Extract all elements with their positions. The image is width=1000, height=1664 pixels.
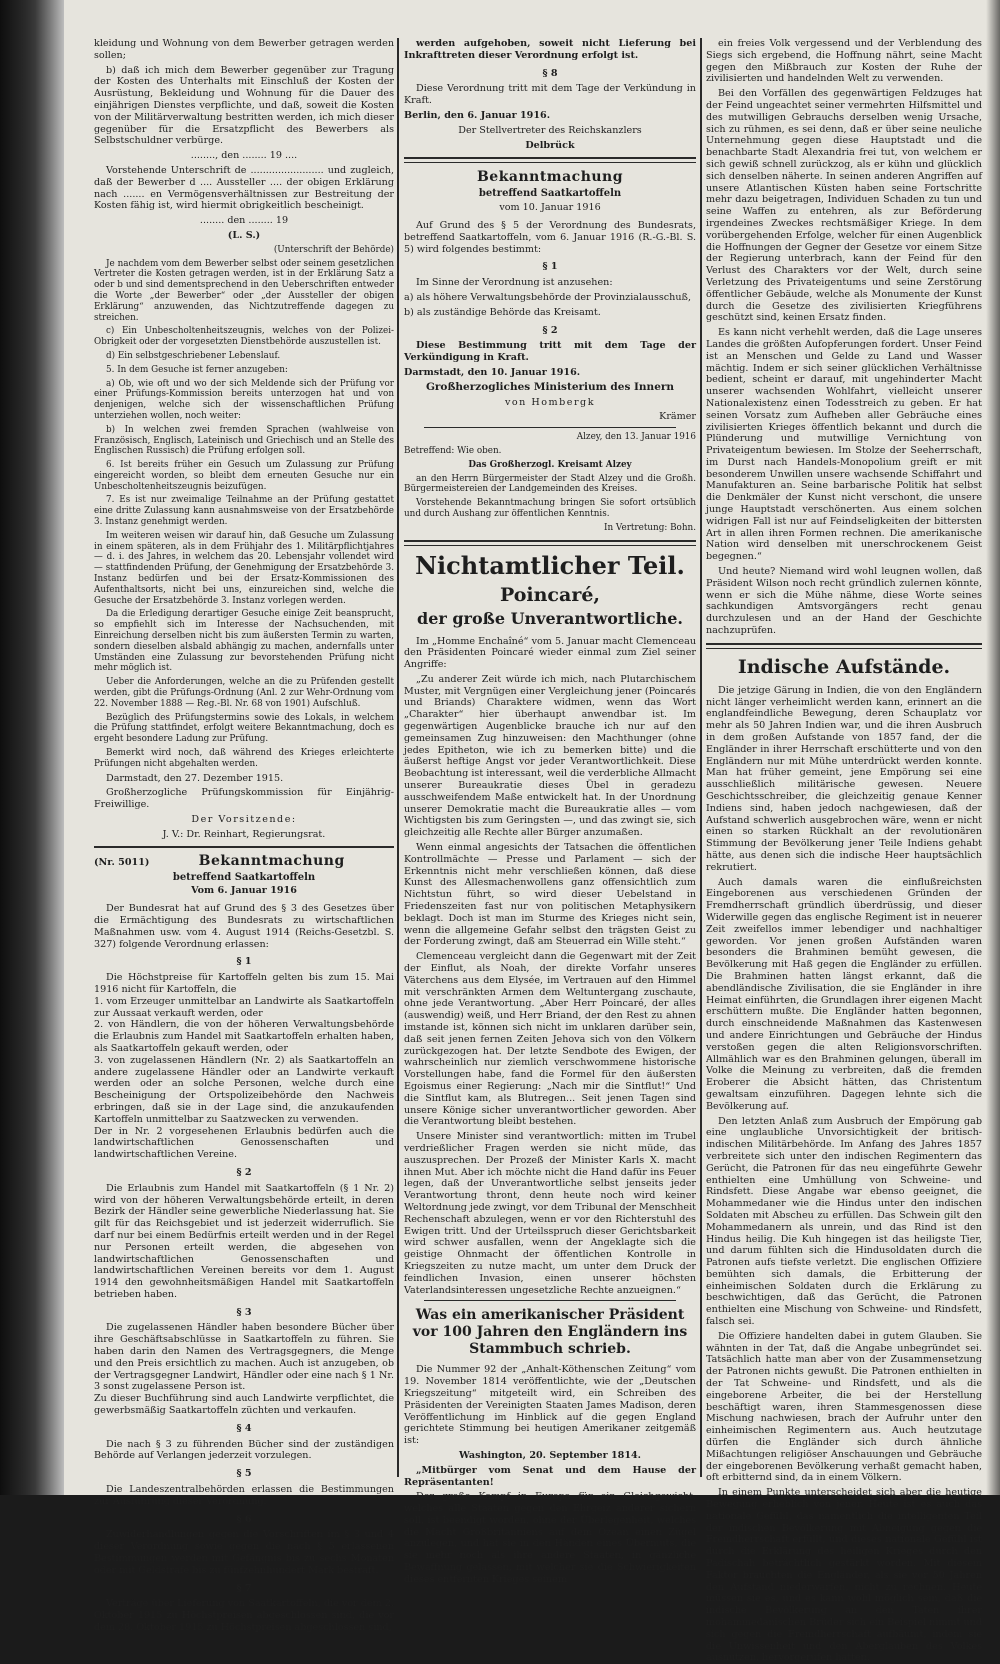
article-indische-aufstaende xyxy=(706,655,982,1664)
section-head: § 1 xyxy=(542,261,558,273)
section-text: Diese Verordnung tritt mit dem Tage der Verkündung in Kraft. xyxy=(404,83,696,107)
text-line: Vorstehende Unterschrift de ........................ und zugleich, daß der Bewerber d .... Aussteller .... der obigen Erklärung nach ....... en Vermögensverhältnissen zur Bestreitung der Kosten fähig ist, wird hiermit obrigkeitlich bescheinigt. xyxy=(94,164,394,212)
article-paragraph: Die Offiziere handelten dabei in gutem Glauben. Sie wähnten in der Tat, daß die Angabe unbegründet sei. Tatsächlich hatte man aber von der Zusammensetzung der Patronen nichts gewußt. Die Patronen enthielten in der Tat Schweine- und Rindsfett, und als die eingeborene Arbeiter, die bei der Herstellung beschäftigt waren, ihren Stammesgenossen diese Mischung nachwiesen, brach der Aufruhr unter den einheimischen Regimentern aus. Auch heutzutage dürfen die Engländer sich durch ähnliche Mißachtungen religiöser Anschauungen und Gebräuche der eingeborenen Bevölkerung verhaßt gemacht haben, oft erbitternd sind, da in einem Völkern. xyxy=(706,1330,982,1484)
note-paragraph: Bemerkt wird noch, daß während des Krieges erleichterte Prüfungen nicht abgehalten werden. xyxy=(94,748,394,769)
article-paragraph: Auch damals waren die einflußreichsten Eingeborenen aus verschiedenen Gründen der Fremdherrschaft gründlich überdrüssig, und dieser Widerwille gegen das englische Regiment ist in neuerer Zeit zweifellos immer lebendiger und nachhaltiger geworden. Vor jenen großen Aufständen waren besonders die Brahminen bemüht gewesen, die Bevölkerung mit Haß gegen die Engländer zu erfüllen. Die Brahminen hatten längst erkannt, daß die abendländische Zivilisation, die sie Engländer in ihre Heimat einführten, die Grundlagen ihrer eigenen Macht erschüttern mußte. Die Engländer hatten begonnen, durch einschneidende Maßnahmen das Kastenwesen und andere Einrichtungen und Gebräuche der Hindus verstoßen gegen die alten Religionsvorschriften. Allmählich war es den Brahminen gelungen, überall im Volke die Meinung zu verbreiten, daß die fremden Eroberer die Absicht hätten, das Christentum gewaltsam einzuführen. Dagegen lehnte sich die Bevölkerung auf. xyxy=(706,876,982,1112)
section-head: § 3 xyxy=(236,1306,252,1318)
ministry-name: Großherzogliches Ministerium des Innern xyxy=(425,380,675,393)
section-head: § 2 xyxy=(542,324,558,336)
article-title: Indische Aufstände. xyxy=(737,655,951,678)
section-divider xyxy=(404,157,696,163)
section-head: § 1 xyxy=(236,956,252,968)
article-paragraph: Die jetzige Gärung in Indien, die von den Engländern nicht länger verheimlicht werden kann, erinnert an die englandfeindliche Bewegung, deren Schauplatz vor mehr als 50 Jahren Indien war, und die ihren Ausbruch in dem großen Aufstande von 1857 fand, der die Engländer in ihrer Herrschaft erschütterte und von den Engländern nur mit Mühe unterdrückt werden konnte. Man hat früher gemeint, jene Empörung sei eine ausschließlich militärische gewesen. Neuere Geschichtsschreiber, die gleichzeitig genaue Kenner Indiens sind, haben jedoch nachgewiesen, daß der Aufstand schwerlich ausgebrochen wäre, wenn er nicht einen so starken Rückhalt an der revolutionären Stimmung der Bevölkerung jener Teile Indiens gehabt hätte, aus denen sich die indische Heer hauptsächlich rekrutiert. xyxy=(706,684,982,873)
seal-mark: (L. S.) xyxy=(227,229,261,241)
place-date: Berlin, den 6. Januar 1916. xyxy=(404,109,551,121)
note-paragraph: Im weiteren weisen wir darauf hin, daß Gesuche um Zulassung in einem späteren, als in dem Frühjahr des 1. Militärpflichtjahres — d. i. des Jahres, in welchem das 20. Lebensjahr vollendet wird — stattfindenden Prüfung, der Genehmigung der Ersatzbehörde 3. Instanz bedürfen und bei der Ersatz-Kommissionen des Aufenthaltsorts, nicht bei uns, einzureichen sind, welche die Gesuche der Ersatzbehörde 3. Instanz vorlegen werden. xyxy=(94,530,394,606)
section-head: § 7 xyxy=(236,1582,252,1594)
text-line: b) daß ich mich dem Bewerber gegenüber zur Tragung der Kosten des Unterhalts mit Einschluß der Kosten der Ausrüstung, Bekleidung und Wohnung für die Dauer des einjährigen Dienstes verpflichte, und daß, soweit die Kosten von der Militärverwaltung bestritten werden, ich mich dieser gegenüber für die Ersatzpflicht des Bewerbers als Selbstschuldner verbürge. xyxy=(94,64,394,147)
article-paragraph: Den letzten Anlaß zum Ausbruch der Empörung gab eine unglaubliche Unvorsichtigkeit der britisch-indischen Militärbehörde. Im Anfang des Jahres 1857 verbreitete sich unter den indischen Regimentern das Gerücht, die Patronen für das neu eingeführte Gewehr enthielten eine Umhüllung von Schweine- und Rindsfett. Diese Angabe war ebenso geeignet, die Mohammedaner wie die Hindus unter den indischen Soldaten mit Abscheu zu erfüllen. Das Schwein gilt den Mohammedanern als unrein, und das Rind ist den Hindus heilig. Die Kuh hingegen ist das heiligste Tier, und darum fühlten sich die Hindusoldaten durch die Patronen aufs tiefste verletzt. Die englischen Offiziere bemühten sich damals, die Erbitterung der einheimischen Soldaten durch die Erklärung zu beschwichtigen, daß das Gerücht, die Patronen enthielten eine Mischung von Schweine- und Rindsfett, falsch sei. xyxy=(706,1115,982,1328)
section-text: Verträge über Lieferung von Saatkartoffeln, die vor dem 2. Oktober 1915 zu Höchstpreisen abgeschlossen sind, die vor dem 28. Oktober 1915 zu Höchstpreisen abgeschlossen sind, xyxy=(94,1598,394,1634)
section-text: Diese Bestimmung tritt mit dem Tage der Verkündigung in Kraft. xyxy=(404,340,696,364)
article-title: Poincaré, xyxy=(499,583,601,606)
section-head: § 2 xyxy=(236,1166,252,1178)
note-paragraph: 7. Es ist nur zweimalige Teilnahme an der Prüfung gestattet eine dritte Zulassung kann ausnahmsweise von der Ersatzbehörde 3. Instanz genehmigt werden. xyxy=(94,495,394,528)
section-head: § 8 xyxy=(542,67,558,79)
note-paragraph: a) Ob, wie oft und wo der sich Meldende sich der Prüfung vor einer Prüfungs-Kommission bereits unterzogen hat und von denjenigen, welche sich der wissenschaftlichen Prüfung unterziehen wollen, noch weiter: xyxy=(94,378,394,421)
notice-to: an den Herrn Bürgermeister der Stadt Alzey und die Großh. Bürgermeistereien der Landgemeinden des Kreises. xyxy=(404,473,696,495)
article-paragraph: In einem Punkte unterscheidet sich aber die heutige Bewegung erheblich von jener. Heute ist es auch das nationale Gefühl, das namentlich die intelligenten Teil der indischen Bevölkerung mit Abneigung gegen die Fremdherrschaft erfüllt, und dieses nationale Gefühl ist durch die Erklärung des heiligen Krieges durch den Padischah beträchtlich gestärkt worden. Mit diesem Faktor brauchten die Engländer, als sie vor 50 Jahren den Aufstand niederwarfen, nicht zu rechnen. Heute müssen sie es, und es kann wohl möglich sein, daß die indische Bevölkerung an den Taten ihrer mohammedanischen Brüder sich ein Beispiel nimmt und sich gegen die Fremdherrschaft aufbäumt, indem sie die Unwissenheit und den Aberglauben des Volkes ausnutzen, hervorgerufen hatten. xyxy=(706,1487,982,1664)
announcement-saatkartoffeln-hessen xyxy=(404,169,696,423)
notice-from: Das Großherzogl. Kreisamt Alzey xyxy=(468,459,632,470)
signature-date: Darmstadt, den 27. Dezember 1915. xyxy=(106,772,284,784)
article-paragraph: Wenn einmal angesichts der Tatsachen die öffentlichen Kontrollmächte — Presse und Parlament — sich der Erkenntnis nicht mehr verschließen können, daß diese Kunst des Allesmachenwollens ganz offensichtlich zum Nichtstun führt, so wird dieser Uebelstand in Friedenszeiten fast nur von politischen Metaphysikern beklagt. Doch ist man im Sturme des Krieges nicht sein, wenn die allgemeine Gefahr selbst den trägsten Geist zu der Forderung zwingt, daß am Steuerrad ein Wille steht.“ xyxy=(404,842,696,948)
note-paragraph: Ueber die Anforderungen, welche an die zu Prüfenden gestellt werden, gibt die Prüfungs-Ordnung (Anl. 2 zur Wehr-Ordnung vom 22. November 1888 — Reg.-Bl. Nr. 68 von 1901) Aufschluß. xyxy=(94,677,394,709)
kreisamt-notice xyxy=(404,432,696,533)
column-1 xyxy=(94,38,394,1634)
clerk-name: Krämer xyxy=(659,411,696,423)
note-paragraph: d) Ein selbstgeschriebener Lebenslauf. xyxy=(106,350,281,361)
article-paragraph: Im „Homme Enchaîné“ vom 5. Januar macht Clemenceau den Präsidenten Poincaré wieder einmal zum Ziel seiner Angriffe: xyxy=(404,635,696,671)
article-madison xyxy=(404,1307,696,1585)
section-text: Zuwiderhandlungen gegen die Vorschriften im § 3 und 4 dieser Verordnung sowie gegen die nach § 5 erlassenen Bestimmungen werden mit Gefängnis bis zu sechs Monaten oder mit Geldstrafe bis zu fünfzehnhundert Mark bestraft. xyxy=(94,1529,394,1576)
notice-text: Vorstehende Bekanntmachung bringen Sie sofort ortsüblich und durch Aushang zur öffentlichen Kenntnis. xyxy=(404,498,696,519)
column-2 xyxy=(404,38,696,1585)
text-line: ........, den ........ 19 .... xyxy=(190,150,298,162)
section-divider xyxy=(424,1300,676,1301)
minister-name: von Hombergk xyxy=(504,396,596,408)
article-paragraph: „Mitbürger vom Senat und dem Hause der Repräsentanten! xyxy=(404,1464,696,1488)
section-item: a) als höhere Verwaltungsbehörde der Provinzialausschuß, xyxy=(404,291,691,303)
text-line: ........ den ........ 19 xyxy=(199,215,289,227)
text-line: kleidung und Wohnung von dem Bewerber getragen werden sollen; xyxy=(94,38,394,61)
signature-chair-label: Der Vorsitzende: xyxy=(191,814,297,825)
announcement-date: vom 10. Januar 1916 xyxy=(499,202,601,214)
article-poincare xyxy=(404,584,696,1297)
column-3 xyxy=(706,38,982,1664)
article-paragraph: Unsere Minister sind verantwortlich: mitten im Trubel verdrießlicher Fragen werden sie nicht müde, das auszusprechen. Der Prozeß der Minister Karls X. macht ihnen Mut. Aber ich möchte nicht die Hand dafür ins Feuer legen, daß der Unverantwortliche selbst jenseits jeder Verantwortung thront, denn heute noch wird keiner Weltordnung jede zwingt, vor dem Tribunal der Menschheit Rechenschaft abzulegen, wenn er vor den Richterstuhl des Ewigen tritt. Und der Urteilsspruch dieser Gerichtsbarkeit wird schwer ausfallen, wenn der Angeklagte sich die geistige Ohnmacht der öffentlichen Kontrolle in Kriegszeiten zu nutze macht, um unter dem Druck der feindlichen Invasion, einen unserer höchsten Vaterlandsinteressen ungesetzliche Rechte anzueignen.“ xyxy=(404,1131,696,1296)
article-paragraph: Clemenceau vergleicht dann die Gegenwart mit der Zeit der Einflut, als Noah, der direkte Vorfahr unseres Väterchens aus dem Elysée, im Vertrauen auf den Himmel mit verschränkten Armen dem Weltuntergang zuschaute, ohne jede Verantwortung. „Aber Herr Poincaré, der alles (auswendig) weiß, und Herr Briand, der den Rest zu ahnen imstande ist, können sich nicht im unklaren darüber sein, daß seit jenen fernen Zeiten Jehova sich von den Völkern zurückgezogen hat. Der letzte Sendbote des Ewigen, der wahrscheinlich nur ziemlich verschwommene historische Vorstellungen habe, fand die Formel für den äußersten Egoismus einer Regierung: „Nach mir die Sintflut!“ Und die Sintflut kam, als Blutregen... Seit jenen Tagen sind unsere Könige sicher unverantwortlicher geworden. Aber die Verantwortung bleibt bestehen. xyxy=(404,951,696,1128)
signature-body: Großherzogliche Prüfungskommission für Einjährig-Freiwillige. xyxy=(94,787,394,811)
notice-subject: Betreffend: Wie oben. xyxy=(404,445,502,456)
announcement-saatkartoffeln-reich xyxy=(94,853,394,1634)
signature-title: Der Stellvertreter des Reichskanzlers xyxy=(458,124,642,136)
note-paragraph: 6. Ist bereits früher ein Gesuch um Zulassung zur Prüfung eingereicht worden, so bleibt dem erneuten Gesuche nur ein Unbescholtenheitszeugnis beizufügen. xyxy=(94,460,394,492)
note-paragraph: b) In welchen zwei fremden Sprachen (wahlweise von Französisch, Englisch, Lateinisch und Griechisch und an Stelle des Englischen Russisch) die Prüfung erfolgen soll. xyxy=(94,424,394,457)
note-paragraph: Bezüglich des Prüfungstermins sowie des Lokals, in welchem die Prüfung stattfindet, erfolgt weitere Bekanntmachung, doch es ergeht besondere Ladung zur Prüfung. xyxy=(94,712,394,745)
announcement-title: Bekanntmachung xyxy=(476,169,624,186)
announcement-date: Vom 6. Januar 1916 xyxy=(191,885,297,897)
article-paragraph: ein freies Volk vergessend und der Verblendung des Siegs sich ergebend, die Hoffnung nährt, seine Macht gegen den Mißbrauch zur Kosten der Ruhe der zivilisierten und handelnden Welt zu verwenden. xyxy=(706,38,982,85)
announcement-number: (Nr. 5011) xyxy=(94,856,150,868)
signature-chair: J. V.: Dr. Reinhart, Regierungsrat. xyxy=(162,828,326,840)
announcement-subject: betreffend Saatkartoffeln xyxy=(172,871,316,883)
text-line: werden aufgehoben, soweit nicht Lieferung bei Inkrafttreten dieser Verordnung erfolgt ist. xyxy=(404,38,696,61)
announcement-intro: Der Bundesrat hat auf Grund des § 3 des Gesetzes über die Ermächtigung des Bundesrats zu wirtschaftlichen Maßnahmen usw. vom 4. August 1914 (Reichs-Gesetzbl. S. 327) folgende Verordnung erlassen: xyxy=(94,903,394,950)
article-paragraph: „Zu anderer Zeit würde ich mich, nach Plutarchischem Muster, mit Vergnügen einer Vergleichung jener (Poincarés und Briands) Charaktere widmen, wenn das Wort „Charakter“ hier überhaupt anwendbar ist. Im gegenwärtigen Augenblicke brauche ich nur auf den gemeinsamen Zug hinzuweisen: den Machthunger (ohne jedes Epitheton, wie ich zu bemerken bitte) und die äußerst heftige Angst vor jeder Verantwortlichkeit. Diese Beobachtung ist interessant, weil die verderbliche Allmacht unserer Bureaukratie dieses Übel in geradezu ausschweifendem Maße entwickelt hat. In der Unordnung unserer Demokratie macht die Bureaukratie alles — vom Wichtigsten bis zum Geringsten —, und das zwingt sie, sich gleichzeitig alle Rechte aller Bürger anzumaßen. xyxy=(404,673,696,839)
note-paragraph: c) Ein Unbescholtenheitszeugnis, welches von der Polizei-Obrigkeit oder der vorgesetzten Dienstbehörde auszustellen ist. xyxy=(94,326,394,348)
section-divider xyxy=(404,540,696,546)
article-title: Was ein amerikanischer Präsident vor 100 Jahren den Engländern ins Stammbuch schrieb. xyxy=(412,1307,688,1358)
column-rule-2 xyxy=(700,38,702,1477)
note-paragraph: Je nachdem vom dem Bewerber selbst oder seinem gesetzlichen Vertreter die Kosten getragen werden, ist in der Erklärung Satz a oder b und sind dementsprechend in den Ueberschriften entweder die Worte „der Bewerber“ oder „der Aussteller der obigen Erklärung“ anzuwenden, das Nichtzutreffende dagegen zu streichen. xyxy=(94,258,394,323)
section-head: § 4 xyxy=(236,1422,252,1434)
section-head: § 6 xyxy=(236,1513,252,1525)
notice-date: Alzey, den 13. Januar 1916 xyxy=(576,432,696,443)
section-text: Die nach § 3 zu führenden Bücher sind der zuständigen Behörde auf Verlangen jederzeit vorzulegen. xyxy=(94,1438,394,1462)
column-rule-1 xyxy=(397,38,399,1477)
article-paragraph: Und heute? Niemand wird wohl leugnen wollen, daß Präsident Wilson noch recht gründlich zulernen könnte, wenn er sich die Mühe nähme, diese Worte seines sachkundigen Amtsvorgängers recht genau durchzulesen und an der Hand der Geschichte nachzuprüfen. xyxy=(706,566,982,637)
article-dateline: Washington, 20. September 1814. xyxy=(458,1449,642,1461)
section-divider xyxy=(424,427,676,428)
section-text: Die zugelassenen Händler haben besondere Bücher über ihre Geschäftsabschlüsse in Saatkartoffeln zu führen. Sie haben darin den Namen des Vertragsgegners, die Menge und den Preis ersichtlich zu machen. Auch ist anzugeben, ob der Vertragsgegner Landwirt, Händler oder eine nach § 1 Nr. 3 sonst zugelassene Person ist. Zu dieser Buchführung sind auch Landwirte verpflichtet, die gewerbsmäßig Saatkartoffeln züchten und verkaufen. xyxy=(94,1322,394,1417)
section-item: b) als zuständige Behörde das Kreisamt. xyxy=(404,306,601,318)
text-line: (Unterschrift der Behörde) xyxy=(273,244,394,255)
section-text: Im Sinne der Verordnung ist anzusehen: xyxy=(416,277,613,289)
book-binding-edge xyxy=(0,0,64,1495)
section-divider xyxy=(706,643,982,649)
signature-name: Delbrück xyxy=(525,139,575,151)
announcement-subject: betreffend Saatkartoffeln xyxy=(478,188,622,200)
newspaper-page xyxy=(64,0,1000,1664)
place-date: Darmstadt, den 10. Januar 1916. xyxy=(404,366,581,378)
note-paragraph: 5. In dem Gesuche ist ferner anzugeben: xyxy=(106,364,288,375)
section-head: § 5 xyxy=(236,1468,252,1480)
announcement-intro: Auf Grund des § 5 der Verordnung des Bundesrats, betreffend Saatkartoffeln, vom 6. Januar 1916 (R.-G.-Bl. S. 5) wird folgendes bestimmt: xyxy=(404,219,696,255)
article-paragraph: Bei den Vorfällen des gegenwärtigen Feldzuges hat der Feind ungeachtet seiner vermehrten Hilfsmittel und des mutwilligen Gebrauchs derselben wenig Ursache, sich zu rühmen, es sei denn, daß er über seine neuliche Unternehmung gegen diese Hauptstadt und die benachbarte Stadt Alexandria frei tut, von welchem er sich gewiß schnell zurückzog, als er kühn und glücklich sich denselben näherte. In seinen anderen Angriffen auf unsere Atlantischen Küsten haben seine Fortschritte mehr dazu beigetragen, Individuen Schaden zu tun und seine Waffen zu entehren, als zur Beförderung irgendeines Zweckes rechtsmäßiger Kriege. In dem vorübergehenden Erfolge, welcher für einen Augenblick die Hoffnungen der Gegner der Gesetze vor einem Sitze der Regierung unterbrach, kann der Feind für den Verlust des Charakters vor der Welt, durch seine Verletzung des Privateigentums und seine Zerstörung öffentlicher Gebäude, welche als Monumente der Kunst durch die Gesetze des zivilisierten Kriegführens geschützt sind, keinen Ersatz finden. xyxy=(706,88,982,324)
section-text: Die Höchstpreise für Kartoffeln gelten bis zum 15. Mai 1916 nicht für Kartoffeln, die 1. vom Erzeuger unmittelbar an Landwirte als Saatkartoffeln zur Aussaat verkauft werden, oder 2. von Händlern, die von der höheren Verwaltungsbehörde die Erlaubnis zum Handel mit Saatkartoffeln erhalten haben, als Saatkartoffeln gekauft werden, oder 3. von zugelassenen Händlern (Nr. 2) als Saatkartoffeln an andere zugelassene Händler oder an Landwirte verkauft werden oder an solche Personen, welche durch eine Bescheinigung der Ortspolizeibehörde den Nachweis erbringen, daß sie in der Lage sind, die anzukaufenden Kartoffeln unmittelbar zu Saatzwecken zu verwenden. Der in Nr. 2 vorgesehenen Erlaubnis bedürfen auch die landwirtschaftlichen Genossenschaften und landwirtschaftlichen Vereine. xyxy=(94,972,394,1161)
announcement-title: Bekanntmachung xyxy=(198,852,345,869)
section-heading-nichtamtlich: Nichtamtlicher Teil. xyxy=(415,550,685,580)
section-text: Die Landeszentralbehörden erlassen die Bestimmungen zur Ausführung dieser Verordnung. xyxy=(94,1484,394,1507)
article-paragraph: Es kann nicht verhehlt werden, daß die Lage unseres Landes die größten Aufopferungen fordert. Unser Feind ist an Menschen und Gelde zu Land und Wasser mächtig. Indem er sich seiner glücklichen Verhältnisse bedient, scheint er darauf, mit ungehinderter Macht unserer wachsenden Wohlfahrt, vielleicht unserer Nationalexistenz einen Todesstreich zu geben. Er hat seinen Vorsatz zum Aufheben aller Gebräuche eines zivilisierten Krieges öffentlich bekannt und durch die Plünderung und mutwillige Vernichtung von Privateigentum bewiesen. Im Stolze der Seeherrschaft, im Durst nach Handels-Monopolium greift er mit besonderem Unwillen unsere wachsende Schiffahrt und Manufakturen an. Seine barbarische Politik hat selbst die Denkmäler der Kunst nicht verschont, die unsere junge Hauptstadt verschönerten. Aus einem solchen widrigen Fall ist nur auf Feindseligkeiten der bittersten Art in allen ihren Formen rechnen. Die amerikanische Nation wird denselben mit unerschrockenem Geist begegnen.“ xyxy=(706,327,982,563)
article-paragraph: Die Nummer 92 der „Anhalt-Köthenschen Zeitung“ vom 19. November 1814 veröffentlichte, wie der „Deutschen Kriegszeitung“ mitgeteilt wird, ein Schreiben des Präsidenten der Vereinigten Staaten James Madison, deren Veröffentlichung im Hinblick auf die gegen England gerichtete Stimmung bei heutigen Amerikaner zeitgemäß ist: xyxy=(404,1364,696,1447)
notice-signature: In Vertretung: Bohn. xyxy=(604,522,696,533)
section-text: Die Erlaubnis zum Handel mit Saatkartoffeln (§ 1 Nr. 2) wird von der höheren Verwaltungsbehörde erteilt, in deren Bezirk der Händler seine gewerbliche Niederlassung hat. Sie gilt für das Reichsgebiet und ist jederzeit widerruflich. Sie darf nur bei einem Bedürfnis erteilt werden und in der Regel nur Personen erteilt werden, die abgesehen von landwirtschaftlichen Genossenschaften und landwirtschaftlichen Vereinen bereits vor dem 1. August 1914 den gewohnheitsmäßigen Handel mit Saatkartoffeln betrieben haben. xyxy=(94,1182,394,1300)
article-paragraph: Der große Kampf in Europa für ein Gleichgewicht, welches alle Staaten gegen den Ehrgeiz anderer sichern soll, ist beendigt worden, ohne der Überlegenheit, welches die Macht Großbritanniens auf dem Ozean einen Zügel anzulegen, und hat sie in den Händen eines Übermuts, die sie mehr noch als ihre andere Staaten, in gänzliche Bewaffnung gelassen, mit welcher sie die Schwierigkeiten dieses entfernten Krieges seinem xyxy=(404,1491,696,1585)
section-divider xyxy=(94,846,394,848)
note-paragraph: Da die Erledigung derartiger Gesuche einige Zeit beansprucht, so empfiehlt sich im Interesse der Nachsuchenden, mit Einreichung derselben nicht bis zum äußersten Termin zu warten, sondern dieselben alsbald abhängig zu machen, andernfalls unter Umständen eine Zulassung zur bevorstehenden Prüfung nicht mehr möglich ist. xyxy=(94,609,394,674)
article-subtitle: der große Unverantwortliche. xyxy=(417,608,683,628)
